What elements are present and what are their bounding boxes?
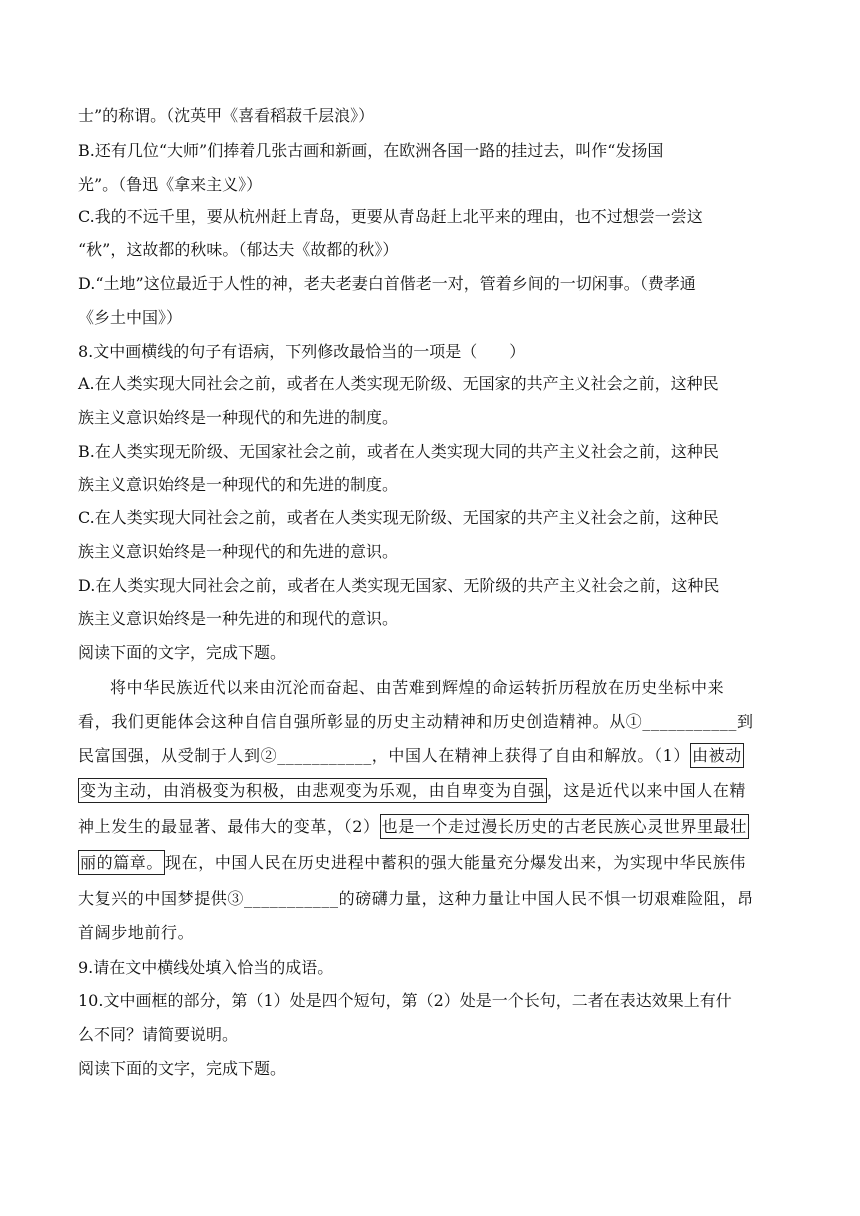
- passage-line-4: [78, 780, 746, 802]
- passage-line-6-text: 现在，中国人民在历史进程中蓄积的强大能量充分爆发出来，为实现中华民族伟: [165, 853, 747, 872]
- q8-stem: 8.文中画横线的句子有语病，下列修改最恰当的一项是（ ）: [78, 342, 526, 361]
- passage-line-3-text: 民富国强，从受制于人到②___________，中国人在精神上获得了自由和解放。（1）: [78, 746, 690, 765]
- boxed-text-2-end: 丽的篇章。: [78, 850, 165, 875]
- q7-option-d-line2: 《乡土中国》）: [78, 308, 183, 327]
- q7-option-d-line1: D.“土地”这位最近于人性的神，老夫老妻白首偕老一对，管着乡间的一切闲事。（费孝通: [78, 274, 696, 293]
- question-10-line1: 10.文中画框的部分，第（1）处是四个短句，第（2）处是一个长句，二者在表达效果上有什: [78, 991, 732, 1010]
- q7-option-c-line2: “秋”，这故都的秋味。（郁达夫《故都的秋》）: [78, 240, 399, 259]
- q7-option-a-tail: 士”的称谓。（沈英甲《喜看稻菽千层浪》）: [78, 106, 375, 125]
- boxed-text-1-start: 由被动: [690, 743, 744, 768]
- reading-instruction-1: 阅读下面的文字，完成下题。: [78, 643, 287, 662]
- q8-option-c-line1: C.在人类实现大同社会之前，或者在人类实现无阶级、无国家的共产主义社会之前，这种民: [78, 508, 719, 527]
- passage-line-2: 看，我们更能体会这种自信自强所彰显的历史主动精神和历史创造精神。从①___________到: [78, 712, 754, 731]
- q8-option-c-line2: 族主义意识始终是一种现代的和先进的意识。: [78, 542, 399, 561]
- boxed-text-1-end: 变为主动，由消极变为积极，由悲观变为乐观，由自卑变为自强: [78, 778, 547, 803]
- boxed-text-2-start: 也是一个走过漫长历史的古老民族心灵世界里最壮: [380, 814, 749, 839]
- passage-line-6: [78, 852, 746, 874]
- q7-option-c-line1: C.我的不远千里，要从杭州赶上青岛，更要从青岛赶上北平来的理由，也不过想尝一尝这: [78, 207, 703, 226]
- passage-line-1: 将中华民族近代以来由沉沦而奋起、由苦难到辉煌的命运转折历程放在历史坐标中来: [110, 678, 725, 697]
- q7-option-b-line1: B.还有几位“大师”们捧着几张古画和新画，在欧洲各国一路的挂过去，叫作“发扬国: [78, 141, 664, 160]
- q8-option-d-line2: 族主义意识始终是一种先进的和现代的意识。: [78, 609, 399, 628]
- passage-line-8: 首阔步地前行。: [78, 923, 195, 942]
- q8-option-b-line2: 族主义意识始终是一种现代的和先进的制度。: [78, 475, 399, 494]
- reading-instruction-2: 阅读下面的文字，完成下题。: [78, 1059, 287, 1078]
- passage-line-4-text: ，这是近代以来中国人在精: [546, 781, 747, 800]
- passage-line-3: [78, 745, 744, 767]
- q8-option-a-line1: A.在人类实现大同社会之前，或者在人类实现无阶级、无国家的共产主义社会之前，这种民: [78, 374, 719, 393]
- passage-line-5: [78, 816, 749, 838]
- q8-option-d-line1: D.在人类实现大同社会之前，或者在人类实现无国家、无阶级的共产主义社会之前，这种民: [78, 576, 720, 595]
- q8-option-b-line1: B.在人类实现无阶级、无国家社会之前，或者在人类实现大同的共产主义社会之前，这种民: [78, 442, 719, 461]
- question-10-line2: 么不同？请简要说明。: [78, 1025, 239, 1044]
- passage-line-5-text: 神上发生的最显著、最伟大的变革，（2）: [78, 817, 380, 836]
- q7-option-b-line2: 光”。（鲁迅《拿来主义》）: [78, 175, 263, 194]
- q8-option-a-line2: 族主义意识始终是一种现代的和先进的制度。: [78, 408, 399, 427]
- question-9: 9.请在文中横线处填入恰当的成语。: [78, 958, 334, 977]
- passage-line-7: 大复兴的中国梦提供③___________的磅礴力量，这种力量让中国人民不惧一切艰难险阻，昂: [78, 889, 754, 908]
